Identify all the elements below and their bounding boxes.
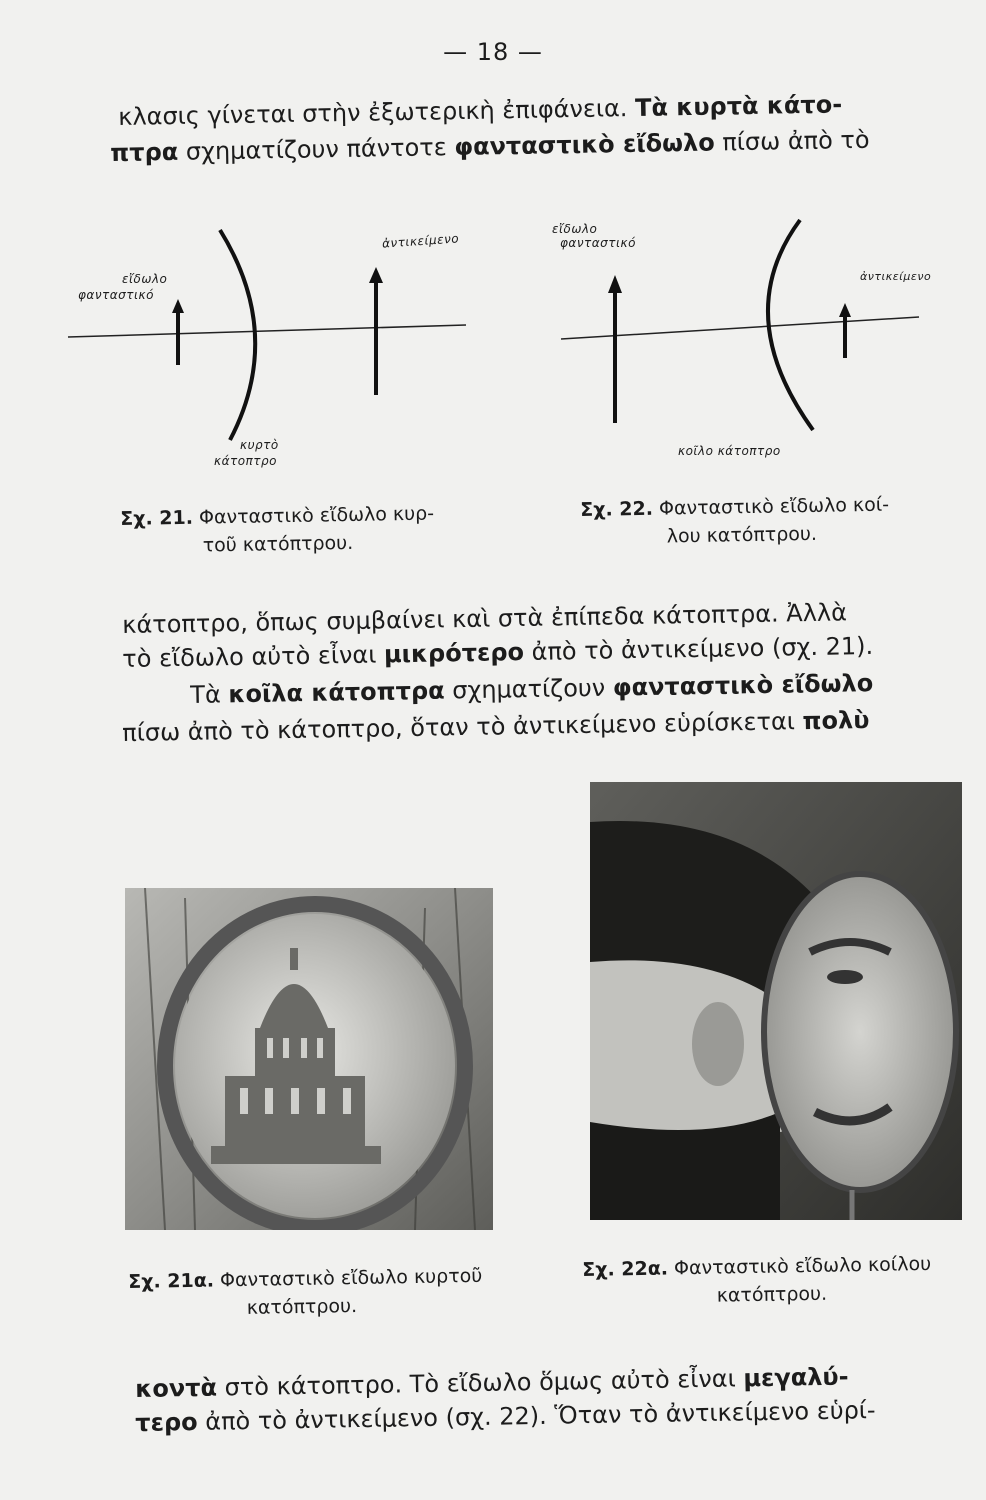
fig21a-caption-line-2: κατόπτρου.: [246, 1295, 358, 1319]
fig22-caption-text: Φανταστικὸ εἴδωλο κοί-: [652, 493, 890, 520]
ending-bold-2: μεγαλύ-: [743, 1362, 849, 1393]
ending-bold-3: τερο: [135, 1407, 198, 1437]
ending-text-2: ἀπὸ τὸ ἀντικείμενο (σχ. 22). Ὅταν τὸ ἀντικείμενο εὑρί-: [197, 1396, 876, 1436]
middle-text-3: Τὰ: [190, 680, 229, 709]
fig22-caption-line-2: λου κατόπτρου.: [666, 522, 818, 548]
middle-bold-3: φανταστικὸ εἴδωλο: [612, 669, 874, 702]
fig21-object-label: ἀντικείμενο: [381, 231, 460, 251]
middle-text-1: τὸ εἴδωλο αὐτὸ εἶναι: [122, 640, 385, 673]
intro-bold-3: φανταστικὸ εἴδωλο: [454, 128, 715, 161]
fig21-caption-text: Φανταστικὸ εἴδωλο κυρ-: [192, 502, 435, 529]
concave-mirror-disc: [764, 874, 956, 1190]
fig21-caption: [120, 500, 435, 561]
object-arrowhead-2: [839, 303, 851, 317]
fig22-image-label-2: φανταστικό: [560, 236, 636, 250]
page-number: — 18 —: [443, 38, 543, 66]
optical-axis: [68, 325, 466, 337]
middle-line-1: κάτοπτρο, ὅπως συμβαίνει καὶ στὰ ἐπίπεδα κάτοπτρα. Ἀλλὰ: [122, 598, 848, 639]
intro-bold: Τὰ κυρτὰ κάτο-: [634, 90, 843, 122]
convex-mirror-diagram: [60, 215, 480, 465]
fig22a-caption: [582, 1250, 932, 1312]
fig21-image-label-1: εἴδωλο: [122, 272, 168, 286]
fig22a-caption-text: Φανταστικὸ εἴδωλο κοίλου: [667, 1252, 932, 1280]
middle-text-4: σχηματίζουν: [444, 673, 614, 705]
ending-text-1: στὸ κάτοπτρο. Τὸ εἴδωλο ὅμως αὐτὸ εἶναι: [216, 1364, 744, 1402]
fig21a-caption-text: Φανταστικὸ εἴδωλο κυρτοῦ: [213, 1264, 483, 1292]
fig21-caption-line-2: τοῦ κατόπτρου.: [202, 531, 354, 557]
fig22-image-label-1: εἴδωλο: [552, 222, 598, 236]
fig22-caption: [580, 491, 890, 552]
intro-text-3: πίσω ἀπὸ τὸ: [714, 125, 870, 157]
convex-mirror-photo: [125, 888, 493, 1230]
fig21-mirror-label-1: κυρτὸ: [240, 438, 279, 452]
fig21-mirror-label-2: κάτοπτρο: [214, 454, 277, 468]
object-arrowhead: [369, 267, 383, 283]
intro-text: κλασις γίνεται στὴν ἐξωτερικὴ ἐπιφάνεια.: [118, 93, 636, 131]
fig21a-number: Σχ. 21α.: [128, 1269, 215, 1293]
intro-text-2: σχηματίζουν πάντοτε: [178, 132, 455, 166]
fig22a-number: Σχ. 22α.: [582, 1257, 669, 1281]
fig22-object-label: ἀντικείμενο: [860, 270, 932, 283]
fig22a-caption-line-2: κατόπτρου.: [716, 1282, 828, 1307]
fig22-mirror-label: κοῖλο κάτοπτρο: [678, 444, 781, 458]
middle-bold-2: κοῖλα κάτοπτρα: [228, 676, 445, 709]
ending-bold-1: κοντὰ: [135, 1373, 218, 1403]
virtual-image-arrowhead-2: [608, 275, 622, 293]
virtual-image-arrowhead: [172, 299, 184, 313]
fig21-image-label-2: φανταστικό: [78, 288, 154, 302]
concave-mirror-diagram: [555, 215, 935, 455]
intro-bold-2: πτρα: [110, 137, 179, 167]
fig21-number: Σχ. 21.: [120, 506, 194, 530]
middle-text-2: ἀπὸ τὸ ἀντικείμενο (σχ. 21).: [523, 631, 874, 666]
concave-mirror-photo: [590, 782, 962, 1220]
middle-bold-4: πολὺ: [802, 705, 870, 736]
fig22-number: Σχ. 22.: [580, 497, 654, 521]
middle-bold-1: μικρότερο: [383, 637, 525, 669]
ear: [692, 1002, 744, 1086]
convex-mirror: [220, 230, 255, 440]
fig21a-caption: [128, 1262, 483, 1324]
middle-text-5: πίσω ἀπὸ τὸ κάτοπτρο, ὅταν τὸ ἀντικείμενο εὑρίσκεται: [122, 707, 803, 747]
